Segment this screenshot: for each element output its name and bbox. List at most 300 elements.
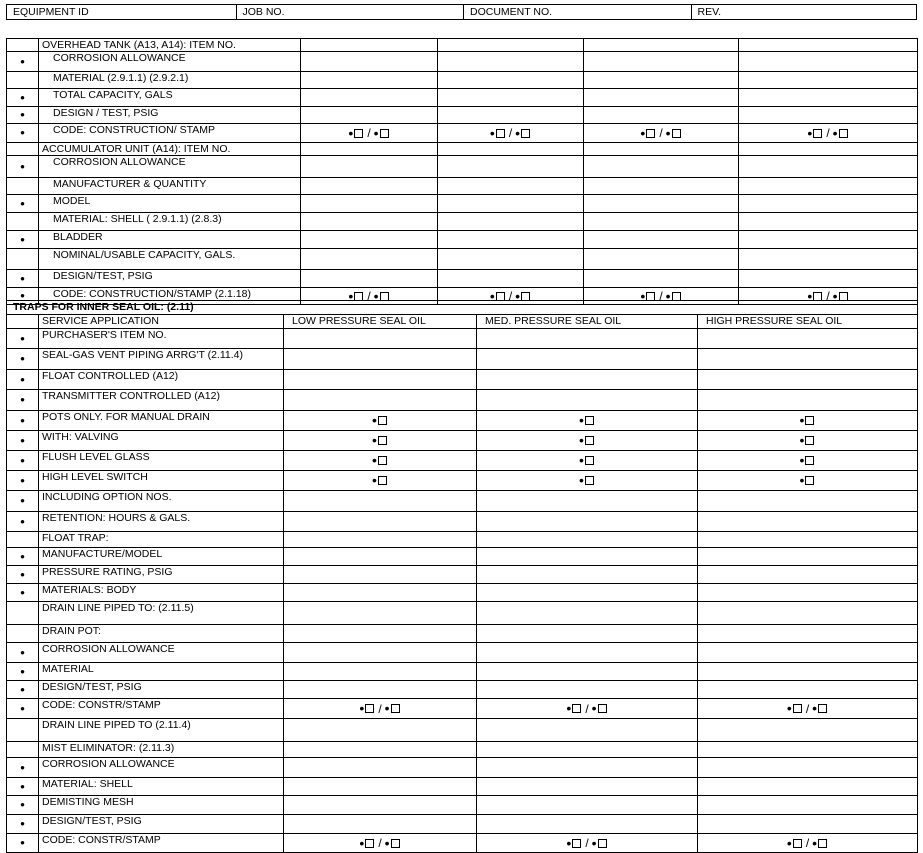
value-cell[interactable] xyxy=(584,156,739,178)
value-cell[interactable] xyxy=(739,270,918,288)
checkbox[interactable] xyxy=(365,839,374,848)
row-label: MATERIAL (2.9.1.1) (2.9.2.1) xyxy=(39,72,301,89)
value-cell[interactable] xyxy=(284,491,477,512)
table-row xyxy=(7,548,918,566)
value-cell[interactable] xyxy=(477,512,698,532)
table-row xyxy=(7,834,918,853)
value-cell[interactable] xyxy=(477,548,698,566)
bullet-cell xyxy=(7,107,39,124)
row-label: FLUSH LEVEL GLASS xyxy=(39,451,284,471)
table-row xyxy=(7,390,918,411)
bullet-cell xyxy=(7,834,39,853)
value-cell[interactable] xyxy=(584,124,739,143)
bullet-icon: • xyxy=(489,288,495,305)
value-cell[interactable] xyxy=(438,39,584,52)
value-cell[interactable] xyxy=(438,213,584,231)
bullet-icon: • xyxy=(489,125,495,142)
value-cell[interactable] xyxy=(477,643,698,663)
value-cell[interactable] xyxy=(698,451,918,471)
value-cell[interactable] xyxy=(584,195,739,213)
bullet-icon: • xyxy=(20,681,25,697)
bullet-icon: • xyxy=(786,835,792,852)
value-cell[interactable] xyxy=(301,156,438,178)
bullet-icon: • xyxy=(591,835,597,852)
checkbox[interactable] xyxy=(805,416,814,425)
row-label: DESIGN/TEST, PSIG xyxy=(39,681,284,699)
value-cell[interactable] xyxy=(284,390,477,411)
value-cell[interactable] xyxy=(438,124,584,143)
bullet-icon: • xyxy=(799,472,805,489)
bullet-cell xyxy=(7,411,39,431)
table-row xyxy=(7,89,918,107)
value-cell[interactable] xyxy=(284,815,477,834)
checkbox[interactable] xyxy=(585,456,594,465)
value-cell[interactable] xyxy=(584,249,739,270)
job-no-field[interactable] xyxy=(237,5,465,19)
row-label: CODE: CONSTR/STAMP xyxy=(39,699,284,719)
value-cell[interactable] xyxy=(301,231,438,249)
value-cell[interactable] xyxy=(301,195,438,213)
value-cell[interactable] xyxy=(698,625,918,643)
value-cell[interactable] xyxy=(438,270,584,288)
value-cell[interactable] xyxy=(477,584,698,602)
checkbox[interactable] xyxy=(585,416,594,425)
bullet-cell xyxy=(7,602,39,625)
bullet-icon: • xyxy=(807,125,813,142)
value-cell[interactable] xyxy=(477,815,698,834)
checkbox[interactable] xyxy=(598,839,607,848)
value-cell[interactable] xyxy=(477,758,698,778)
bullet-icon: • xyxy=(786,700,792,717)
value-cell[interactable] xyxy=(477,681,698,699)
checkbox[interactable] xyxy=(391,839,400,848)
value-cell[interactable] xyxy=(584,39,739,52)
row-label: PURCHASER'S ITEM NO. xyxy=(39,329,284,349)
value-cell[interactable] xyxy=(438,156,584,178)
value-cell[interactable] xyxy=(438,249,584,270)
value-cell[interactable] xyxy=(438,52,584,72)
table-row xyxy=(7,681,918,699)
value-cell[interactable] xyxy=(698,602,918,625)
bullet-icon: • xyxy=(20,663,25,679)
row-label: CORROSION ALLOWANCE xyxy=(39,758,284,778)
bullet-icon: • xyxy=(20,566,25,582)
value-cell[interactable] xyxy=(284,663,477,681)
value-cell[interactable] xyxy=(698,584,918,602)
bullet-icon: • xyxy=(799,412,805,429)
bullet-icon: • xyxy=(832,288,838,305)
row-label: CODE: CONSTRUCTION/ STAMP xyxy=(39,124,301,143)
checkbox[interactable] xyxy=(585,436,594,445)
checkbox[interactable] xyxy=(572,704,581,713)
checkbox[interactable] xyxy=(813,129,822,138)
table-row xyxy=(7,663,918,681)
table-row xyxy=(7,195,918,213)
bullet-cell xyxy=(7,451,39,471)
value-cell[interactable] xyxy=(584,52,739,72)
value-cell[interactable] xyxy=(739,213,918,231)
slash-separator: / xyxy=(378,701,382,716)
table-row xyxy=(7,329,918,349)
value-cell[interactable] xyxy=(698,796,918,815)
value-cell[interactable] xyxy=(698,512,918,532)
value-cell[interactable] xyxy=(739,231,918,249)
checkbox[interactable] xyxy=(818,839,827,848)
value-cell[interactable] xyxy=(739,178,918,195)
value-cell[interactable] xyxy=(477,796,698,815)
value-cell[interactable] xyxy=(301,72,438,89)
bullet-cell xyxy=(7,315,39,329)
value-cell[interactable] xyxy=(698,663,918,681)
value-cell[interactable] xyxy=(698,643,918,663)
value-cell[interactable] xyxy=(301,143,438,156)
value-cell[interactable] xyxy=(301,270,438,288)
checkbox[interactable] xyxy=(380,129,389,138)
bullet-icon: • xyxy=(799,452,805,469)
table-row xyxy=(7,178,918,195)
value-cell[interactable] xyxy=(698,778,918,796)
bullet-icon: • xyxy=(20,513,25,529)
table-row xyxy=(7,566,918,584)
value-cell[interactable] xyxy=(584,72,739,89)
slash-separator: / xyxy=(659,289,663,304)
value-cell[interactable] xyxy=(438,178,584,195)
bullet-icon: • xyxy=(566,835,572,852)
bullet-icon: • xyxy=(20,195,25,211)
value-cell[interactable] xyxy=(477,431,698,451)
checkbox[interactable] xyxy=(365,704,374,713)
value-cell[interactable] xyxy=(284,778,477,796)
value-cell[interactable] xyxy=(477,699,698,719)
table-row xyxy=(7,451,918,471)
bullet-icon: • xyxy=(591,700,597,717)
row-label: DRAIN LINE PIPED TO: (2.11.5) xyxy=(39,602,284,625)
value-cell[interactable] xyxy=(698,548,918,566)
value-cell[interactable] xyxy=(301,124,438,143)
bullet-icon: • xyxy=(372,412,377,429)
value-cell[interactable] xyxy=(284,796,477,815)
value-cell[interactable] xyxy=(477,411,698,431)
row-label: CORROSION ALLOWANCE xyxy=(39,52,301,72)
bullet-cell xyxy=(7,270,39,288)
value-cell[interactable] xyxy=(301,178,438,195)
value-cell[interactable] xyxy=(284,758,477,778)
value-cell[interactable] xyxy=(477,778,698,796)
value-cell[interactable] xyxy=(284,411,477,431)
equipment-id-field[interactable] xyxy=(7,5,237,19)
table-row xyxy=(7,270,918,288)
value-cell[interactable] xyxy=(739,156,918,178)
value-cell[interactable] xyxy=(739,107,918,124)
bullet-icon: • xyxy=(20,53,25,69)
bullet-icon: • xyxy=(579,472,584,489)
value-cell[interactable] xyxy=(584,231,739,249)
checkbox[interactable] xyxy=(839,129,848,138)
value-cell[interactable] xyxy=(284,329,477,349)
checkbox[interactable] xyxy=(672,129,681,138)
table-row xyxy=(7,143,918,156)
bullet-icon: • xyxy=(20,288,25,303)
value-cell[interactable] xyxy=(739,72,918,89)
bullet-cell xyxy=(7,778,39,796)
value-cell[interactable] xyxy=(284,643,477,663)
value-cell[interactable] xyxy=(477,329,698,349)
value-cell[interactable] xyxy=(301,52,438,72)
row-label: FLOAT CONTROLLED (A12) xyxy=(39,370,284,390)
checkbox[interactable] xyxy=(496,129,505,138)
checkbox[interactable] xyxy=(378,416,387,425)
value-cell[interactable] xyxy=(584,89,739,107)
value-cell[interactable] xyxy=(698,834,918,853)
row-label: MANUFACTURE/MODEL xyxy=(39,548,284,566)
checkbox[interactable] xyxy=(378,476,387,485)
value-cell[interactable] xyxy=(739,52,918,72)
bullet-cell xyxy=(7,52,39,72)
table-row xyxy=(7,39,918,52)
checkbox[interactable] xyxy=(391,704,400,713)
value-cell[interactable] xyxy=(477,834,698,853)
value-cell[interactable] xyxy=(584,143,739,156)
value-cell[interactable] xyxy=(739,89,918,107)
value-cell[interactable] xyxy=(301,39,438,52)
value-cell[interactable] xyxy=(698,370,918,390)
bullet-icon: • xyxy=(20,472,25,488)
value-cell[interactable] xyxy=(284,681,477,699)
value-cell[interactable] xyxy=(477,625,698,643)
value-cell[interactable] xyxy=(438,89,584,107)
slash-separator: / xyxy=(378,836,382,851)
value-cell[interactable] xyxy=(739,143,918,156)
table-row xyxy=(7,213,918,231)
table-row xyxy=(7,52,918,72)
value-cell[interactable] xyxy=(284,451,477,471)
value-cell[interactable] xyxy=(284,471,477,491)
bullet-icon: • xyxy=(579,432,584,449)
bullet-icon: • xyxy=(20,548,25,564)
bullet-icon: • xyxy=(20,759,25,775)
value-cell[interactable] xyxy=(477,471,698,491)
value-cell[interactable] xyxy=(698,681,918,699)
value-cell[interactable] xyxy=(477,663,698,681)
table-row xyxy=(7,584,918,602)
value-cell[interactable] xyxy=(284,584,477,602)
table-row xyxy=(7,249,918,270)
table-row xyxy=(7,231,918,249)
bullet-icon: • xyxy=(372,432,377,449)
value-cell[interactable] xyxy=(698,431,918,451)
row-label: CODE: CONSTRUCTION/STAMP (2.1.18) xyxy=(39,288,301,305)
value-cell[interactable] xyxy=(438,195,584,213)
value-cell[interactable] xyxy=(584,270,739,288)
checkbox[interactable] xyxy=(805,436,814,445)
table-row xyxy=(7,719,918,742)
checkbox[interactable] xyxy=(354,129,363,138)
row-label: DESIGN / TEST, PSIG xyxy=(39,107,301,124)
checkbox[interactable] xyxy=(805,456,814,465)
bullet-icon: • xyxy=(20,412,25,428)
value-cell[interactable] xyxy=(739,195,918,213)
slash-separator: / xyxy=(826,126,830,141)
value-cell[interactable] xyxy=(584,213,739,231)
bullet-icon: • xyxy=(20,392,25,407)
value-cell[interactable] xyxy=(477,370,698,390)
bullet-icon: • xyxy=(373,125,379,142)
value-cell[interactable] xyxy=(284,625,477,643)
table-row xyxy=(7,796,918,815)
value-cell[interactable] xyxy=(301,89,438,107)
bullet-icon: • xyxy=(20,89,25,105)
bullet-icon: • xyxy=(20,493,25,508)
checkbox[interactable] xyxy=(818,704,827,713)
bullet-icon: • xyxy=(359,700,365,717)
value-cell[interactable] xyxy=(698,742,918,758)
rev-field[interactable] xyxy=(692,5,917,19)
checkbox[interactable] xyxy=(805,476,814,485)
value-cell[interactable] xyxy=(698,758,918,778)
table-row xyxy=(7,778,918,796)
value-cell[interactable] xyxy=(584,178,739,195)
bullet-cell xyxy=(7,625,39,643)
bullet-cell xyxy=(7,370,39,390)
slash-separator: / xyxy=(508,126,513,141)
value-cell[interactable] xyxy=(477,451,698,471)
table-row xyxy=(7,643,918,663)
value-cell[interactable] xyxy=(284,431,477,451)
value-cell[interactable] xyxy=(698,566,918,584)
value-cell[interactable] xyxy=(698,349,918,370)
table-row xyxy=(7,411,918,431)
row-label: SEAL-GAS VENT PIPING ARRG'T (2.11.4) xyxy=(39,349,284,370)
value-cell[interactable] xyxy=(301,107,438,124)
value-cell[interactable] xyxy=(698,329,918,349)
bullet-cell xyxy=(7,512,39,532)
value-cell[interactable] xyxy=(284,602,477,625)
document-no-field[interactable] xyxy=(464,5,692,19)
value-cell[interactable] xyxy=(284,532,477,548)
table-row xyxy=(7,431,918,451)
service-application-label: SERVICE APPLICATION xyxy=(39,315,284,329)
value-cell[interactable] xyxy=(698,471,918,491)
table-row xyxy=(7,156,918,178)
bullet-cell xyxy=(7,390,39,411)
value-cell[interactable] xyxy=(698,699,918,719)
value-cell[interactable] xyxy=(438,231,584,249)
checkbox[interactable] xyxy=(646,129,655,138)
bullet-cell xyxy=(7,719,39,742)
value-cell[interactable] xyxy=(477,491,698,512)
row-label: BLADDER xyxy=(39,231,301,249)
value-cell[interactable] xyxy=(698,719,918,742)
slash-separator: / xyxy=(585,836,589,851)
value-cell[interactable] xyxy=(301,249,438,270)
bullet-cell xyxy=(7,349,39,370)
row-label: FLOAT TRAP: xyxy=(39,532,284,548)
column-header-row xyxy=(7,315,918,329)
checkbox[interactable] xyxy=(598,704,607,713)
value-cell[interactable] xyxy=(284,349,477,370)
table-row xyxy=(7,349,918,370)
value-cell[interactable] xyxy=(698,491,918,512)
checkbox[interactable] xyxy=(585,476,594,485)
value-cell[interactable] xyxy=(438,107,584,124)
row-label: MODEL xyxy=(39,195,301,213)
value-cell[interactable] xyxy=(698,532,918,548)
bullet-icon: • xyxy=(20,432,25,448)
value-cell[interactable] xyxy=(698,411,918,431)
value-cell[interactable] xyxy=(477,719,698,742)
checkbox[interactable] xyxy=(378,436,387,445)
bullet-icon: • xyxy=(20,351,25,366)
bullet-icon: • xyxy=(640,125,646,142)
bullet-icon: • xyxy=(665,288,671,305)
value-cell[interactable] xyxy=(477,390,698,411)
bullet-icon: • xyxy=(515,288,521,305)
bullet-icon: • xyxy=(640,288,646,305)
bullet-icon: • xyxy=(359,835,365,852)
value-cell[interactable] xyxy=(477,742,698,758)
row-label: CORROSION ALLOWANCE xyxy=(39,643,284,663)
row-label: DESIGN/TEST, PSIG xyxy=(39,270,301,288)
value-cell[interactable] xyxy=(739,39,918,52)
overhead-tank-table xyxy=(6,38,918,305)
value-cell[interactable] xyxy=(739,124,918,143)
checkbox[interactable] xyxy=(378,456,387,465)
row-label: PRESSURE RATING, PSIG xyxy=(39,566,284,584)
bullet-cell xyxy=(7,815,39,834)
value-cell[interactable] xyxy=(284,719,477,742)
checkbox[interactable] xyxy=(521,129,530,138)
row-label: CODE: CONSTR/STAMP xyxy=(39,834,284,853)
value-cell[interactable] xyxy=(438,72,584,89)
row-label: DESIGN/TEST, PSIG xyxy=(39,815,284,834)
checkbox[interactable] xyxy=(793,704,802,713)
value-cell[interactable] xyxy=(477,602,698,625)
table-row xyxy=(7,815,918,834)
column-header: LOW PRESSURE SEAL OIL xyxy=(284,315,477,329)
value-cell[interactable] xyxy=(739,249,918,270)
value-cell[interactable] xyxy=(284,699,477,719)
row-label: WITH: VALVING xyxy=(39,431,284,451)
bullet-icon: • xyxy=(799,432,805,449)
bullet-icon: • xyxy=(20,107,25,122)
value-cell[interactable] xyxy=(301,213,438,231)
value-cell[interactable] xyxy=(477,349,698,370)
checkbox[interactable] xyxy=(572,839,581,848)
value-cell[interactable] xyxy=(284,566,477,584)
value-cell[interactable] xyxy=(438,143,584,156)
bullet-cell xyxy=(7,699,39,719)
value-cell[interactable] xyxy=(284,370,477,390)
row-label: MATERIAL: SHELL xyxy=(39,778,284,796)
document-header xyxy=(6,4,917,20)
section-title: TRAPS FOR INNER SEAL OIL: (2.11) xyxy=(7,301,918,315)
value-cell[interactable] xyxy=(698,390,918,411)
value-cell[interactable] xyxy=(284,742,477,758)
row-label: INCLUDING OPTION NOS. xyxy=(39,491,284,512)
value-cell[interactable] xyxy=(284,548,477,566)
value-cell[interactable] xyxy=(698,815,918,834)
bullet-icon: • xyxy=(384,835,390,852)
bullet-icon: • xyxy=(20,231,25,247)
value-cell[interactable] xyxy=(584,107,739,124)
value-cell[interactable] xyxy=(284,834,477,853)
value-cell[interactable] xyxy=(477,566,698,584)
checkbox[interactable] xyxy=(793,839,802,848)
value-cell[interactable] xyxy=(284,512,477,532)
value-cell[interactable] xyxy=(477,532,698,548)
table-row xyxy=(7,602,918,625)
bullet-icon: • xyxy=(372,472,377,489)
